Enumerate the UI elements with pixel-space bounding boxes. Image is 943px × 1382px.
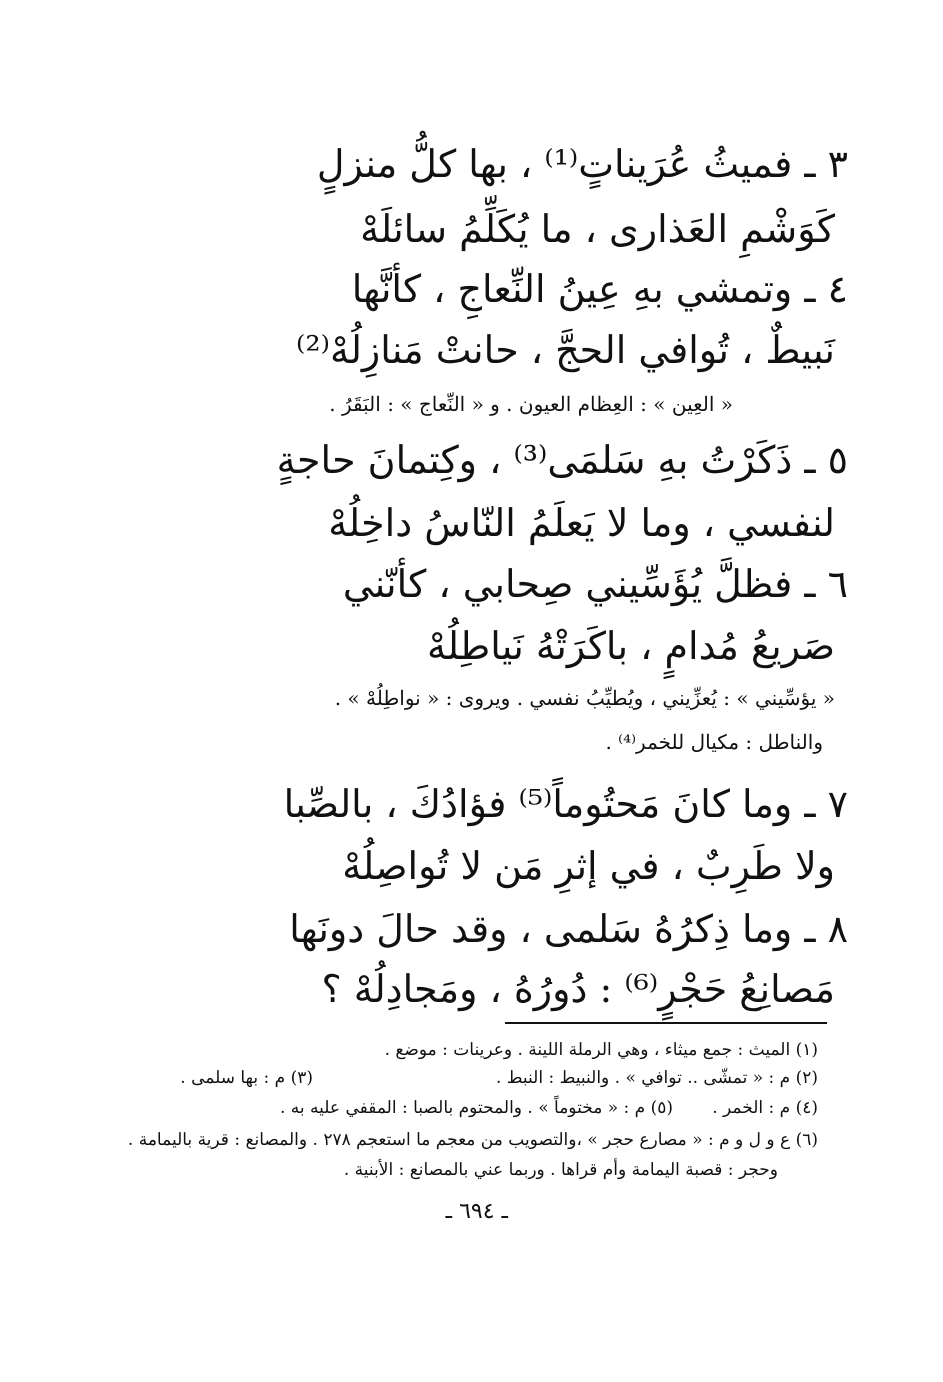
verse-4-line-2: نَبيطٌ ، تُوافي الحجَّ ، حانتْ مَنازِلُهْ⁽²⁾ <box>296 328 835 372</box>
footnote-3: (٣) م : بها سلمى . <box>180 1068 313 1088</box>
footnote-2: (٢) م : « تمشّى .. توافي » . والنبيط : النبط . <box>495 1068 818 1088</box>
verse-8-line-1: ٨ ـ وما ذِكرُهُ سَلمى ، وقد حالَ دونَها <box>289 907 848 951</box>
verse-3-line-1: ٣ ـ فميثُ عُرَيناتٍ⁽¹⁾ ، بها كلُّ منزلٍ <box>316 142 848 186</box>
verse-6-line-2: صَريعُ مُدامٍ ، باكَرَتْهُ نَياطِلُهْ <box>427 624 835 668</box>
footnote-divider <box>505 1022 827 1024</box>
gloss-line: « العِين » : العِظام العيون . و « النِّعاج » : البَقَرُ . <box>329 392 733 416</box>
footnote-6: (٦) ع و ل و م : « مصارع حجر » ،والتصويب من معجم ما استعجم ٢٧٨ . والمصانع : قرية باليمامة . <box>127 1130 818 1150</box>
footnote-4: (٤) م : الخمر . <box>712 1098 818 1118</box>
footnote-6-cont: وحجر : قصبة اليمامة وأم قراها . وربما عني بالمصانع : الأبنية . <box>343 1160 778 1180</box>
footnote-5: (٥) م : « مختوماً » . والمحتوم بالصبا : المقفي عليه به . <box>280 1098 673 1118</box>
footnote-1: (١) الميث : جمع ميثاء ، وهي الرملة اللينة . وعرينات : موضع . <box>384 1040 818 1060</box>
page-number: ـ ٦٩٤ ـ <box>445 1199 508 1224</box>
verse-5-line-2: لنفسي ، وما لا يَعلَمُ النّاسُ داخِلُهْ <box>328 501 835 545</box>
verse-3-line-2: كَوَشْمِ العَذارى ، ما يُكَلِّمُ سائلَهْ <box>360 207 835 251</box>
gloss-line: والناطل : مكيال للخمر⁽⁴⁾ . <box>605 730 823 754</box>
gloss-line: « يؤسِّيني » : يُعزِّيني ، ويُطيِّبُ نفسي . ويروى : « نواطِلُهْ » . <box>334 686 835 710</box>
verse-8-line-2: مَصانِعُ حَجْرٍ⁽⁶⁾ : دُورُهُ ، ومَجادِلُهْ ؟ <box>321 967 835 1011</box>
verse-6-line-1: ٦ ـ فظلَّ يُؤَسِّيني صِحابي ، كأنّني <box>342 562 848 606</box>
verse-5-line-1: ٥ ـ ذَكَرْتُ بهِ سَلمَى⁽³⁾ ، وكِتمانَ حاجةٍ <box>276 438 848 482</box>
verse-4-line-1: ٤ ـ وتمشي بهِ عِينُ النِّعاجِ ، كأنَّها <box>351 267 848 311</box>
verse-7-line-1: ٧ ـ وما كانَ مَحتُوماً⁽⁵⁾ فؤادُكَ ، بالصِّبا <box>283 782 848 826</box>
verse-7-line-2: ولا طَرِبٌ ، في إثرِ مَن لا تُواصِلُهْ <box>342 844 835 888</box>
